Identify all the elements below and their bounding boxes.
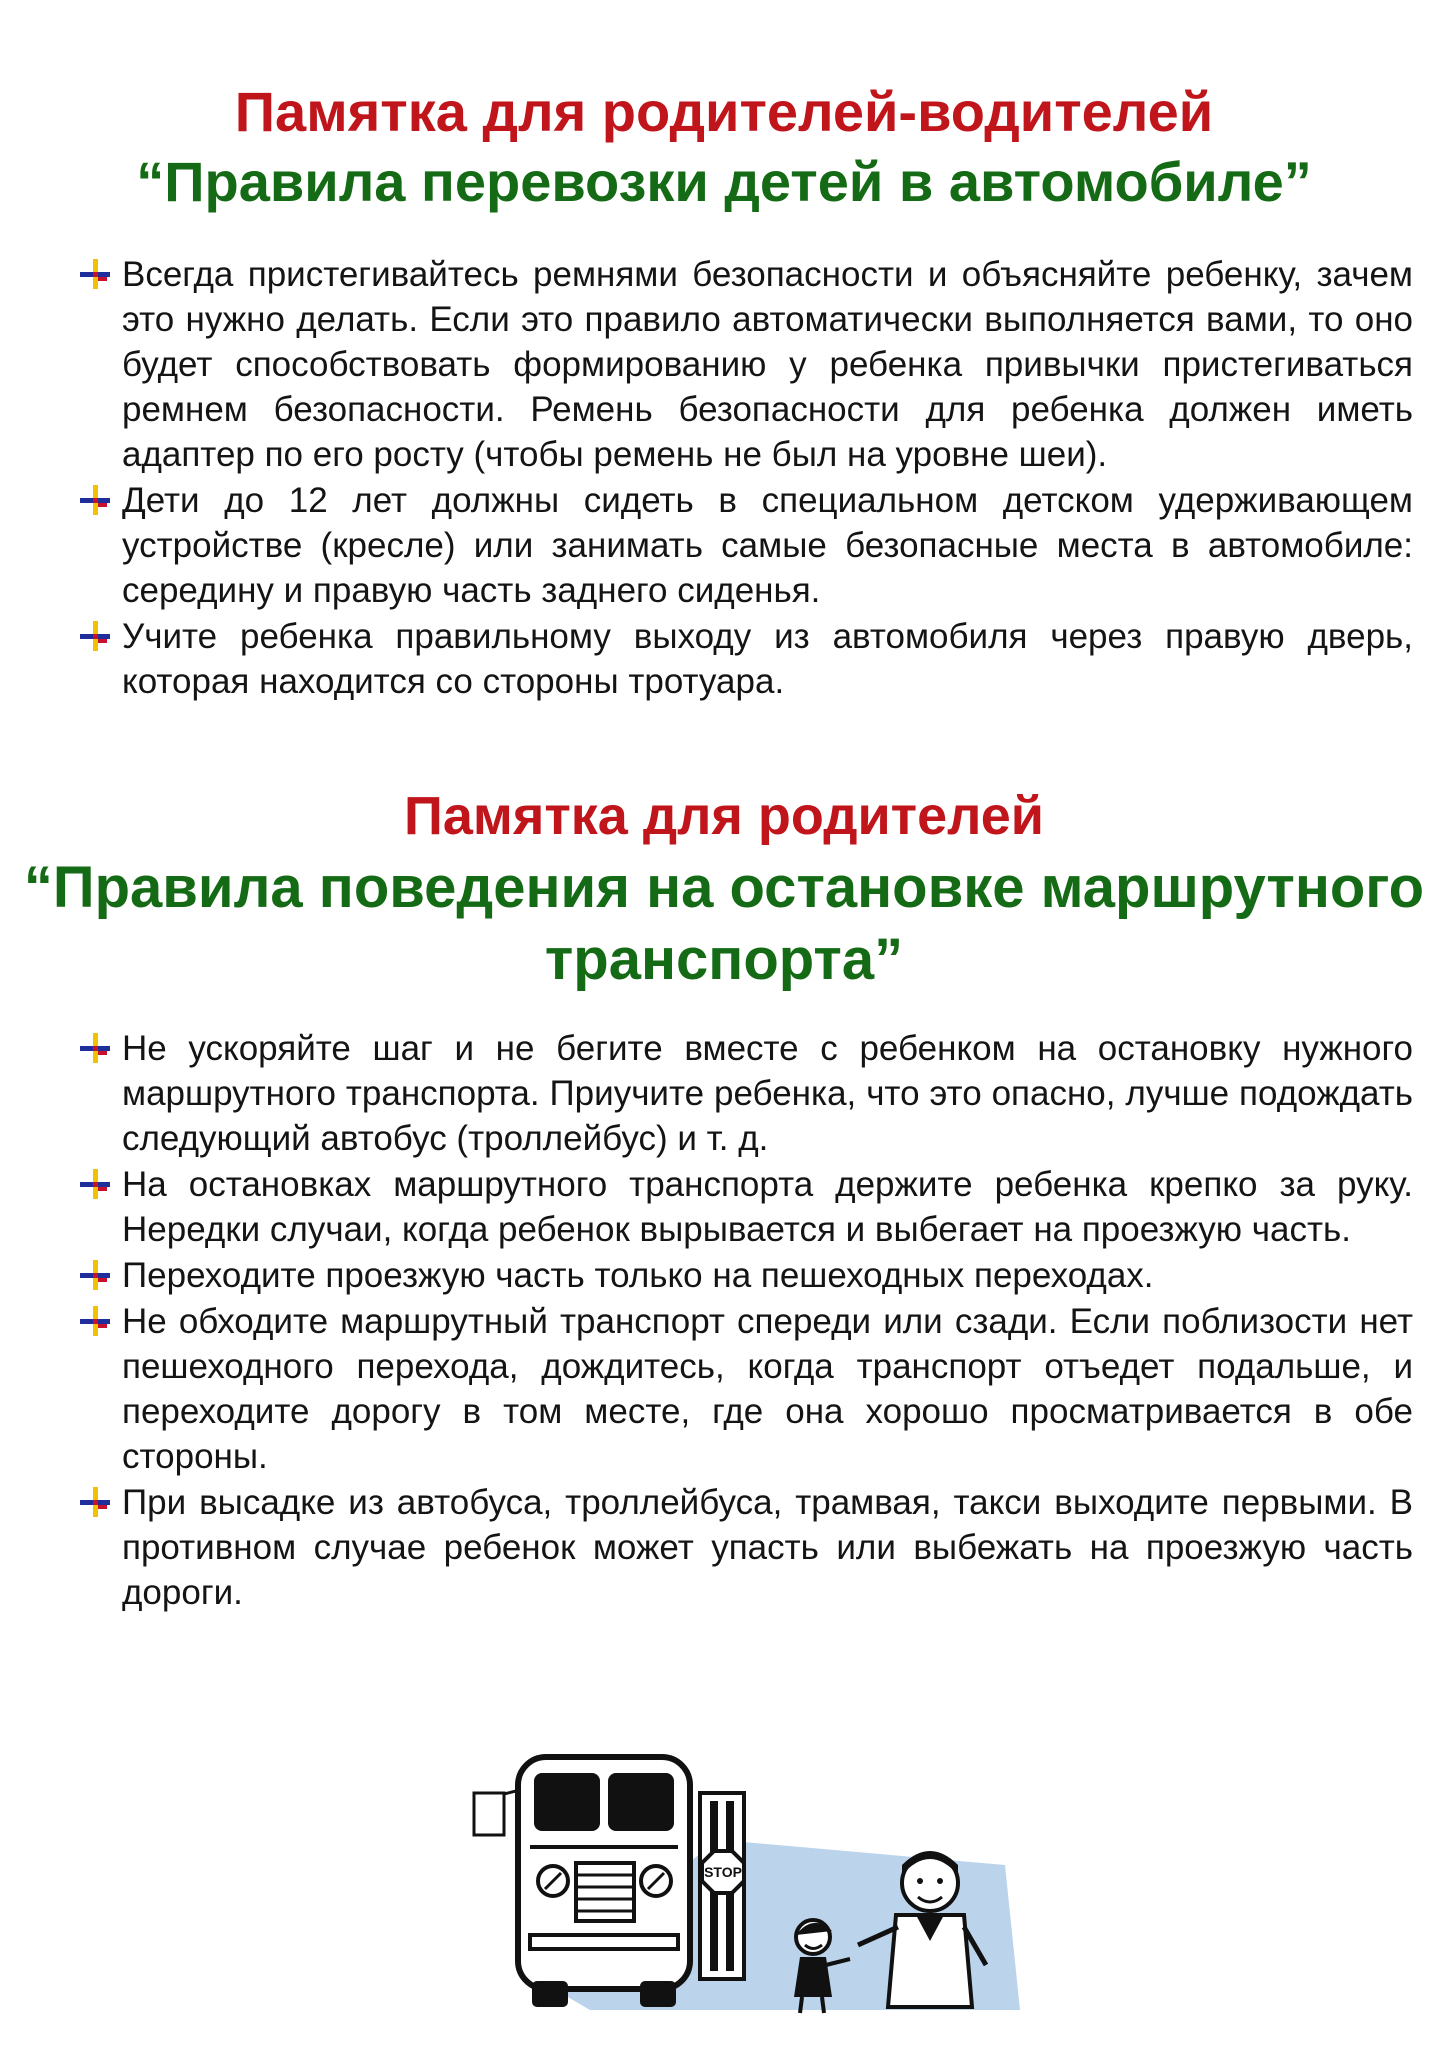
bullet-icon: [78, 1486, 112, 1520]
item-text: На остановках маршрутного транспорта держите ребенка крепко за руку. Нередки случаи, когда ребенок вырывается и выбегает на проезжую часть.: [122, 1165, 1413, 1249]
bus-mirror: [474, 1790, 520, 1835]
bullet-icon: [78, 1168, 112, 1202]
section2-list: [78, 1026, 1413, 1616]
stop-sign-icon: [700, 1793, 744, 1979]
item-text: Не обходите маршрутный транспорт спереди или сзади. Если поблизости нет пешеходного перехода, дождитесь, когда транспорт отъедет подальше, и переходите дорогу в том месте, где она хорошо просматривается в обе стороны.: [122, 1302, 1413, 1476]
section1-title: Памятка для родителей-водителей: [234, 80, 1214, 143]
bullet-icon: [78, 1032, 112, 1066]
item-text: Всегда пристегивайтесь ремнями безопасности и объясняйте ребенку, зачем это нужно делать. Если это правило автоматически выполняется вами, то оно будет способствовать формированию у ребенка привычки пристегиваться ремнем безопасности. Ремень безопасности для ребенка должен иметь адаптер по его росту (чтобы ремень не был на уровне шеи).: [122, 255, 1413, 474]
section2-title: Памятка для родителей: [404, 786, 1044, 846]
item-text: Не ускоряйте шаг и не бегите вместе с ребенком на остановку нужного маршрутного транспорта. Приучите ребенка, что это опасно, лучше подождать следующий автобус (троллейбус) и т. д.: [122, 1029, 1413, 1158]
list-item: [78, 1026, 1413, 1161]
section2-subtitle: “Правила поведения на остановке маршрутного транспорта”: [23, 855, 1425, 992]
item-text: При высадке из автобуса, троллейбуса, трамвая, такси выходите первыми. В противном случае ребенок может упасть или выбежать на проезжую часть дороги.: [122, 1483, 1413, 1612]
bullet-icon: [78, 1259, 112, 1293]
bullet-icon: [78, 620, 112, 654]
item-text: Переходите проезжую часть только на пешеходных переходах.: [122, 1256, 1154, 1295]
item-text: Учите ребенка правильному выходу из автомобиля через правую дверь, которая находится со стороны тротуара.: [122, 617, 1413, 701]
bus-stop-illustration: [460, 1745, 1020, 2015]
list-item: [78, 1162, 1413, 1252]
list-item: [78, 252, 1413, 477]
bus-icon: [518, 1757, 690, 2007]
list-item: [78, 1253, 1413, 1298]
list-item: [78, 1480, 1413, 1615]
stop-sign-text: STOP: [704, 1864, 742, 1880]
list-item: [78, 478, 1413, 613]
bullet-icon: [78, 258, 112, 292]
section1-list: [78, 252, 1413, 705]
section1-subtitle: “Правила перевозки детей в автомобиле”: [136, 150, 1312, 213]
list-item: [78, 614, 1413, 704]
bullet-icon: [78, 484, 112, 518]
list-item: [78, 1299, 1413, 1479]
item-text: Дети до 12 лет должны сидеть в специальном детском удерживающем устройстве (кресле) или занимать самые безопасные места в автомобиле: середину и правую часть заднего сиденья.: [122, 481, 1413, 610]
bullet-icon: [78, 1305, 112, 1339]
